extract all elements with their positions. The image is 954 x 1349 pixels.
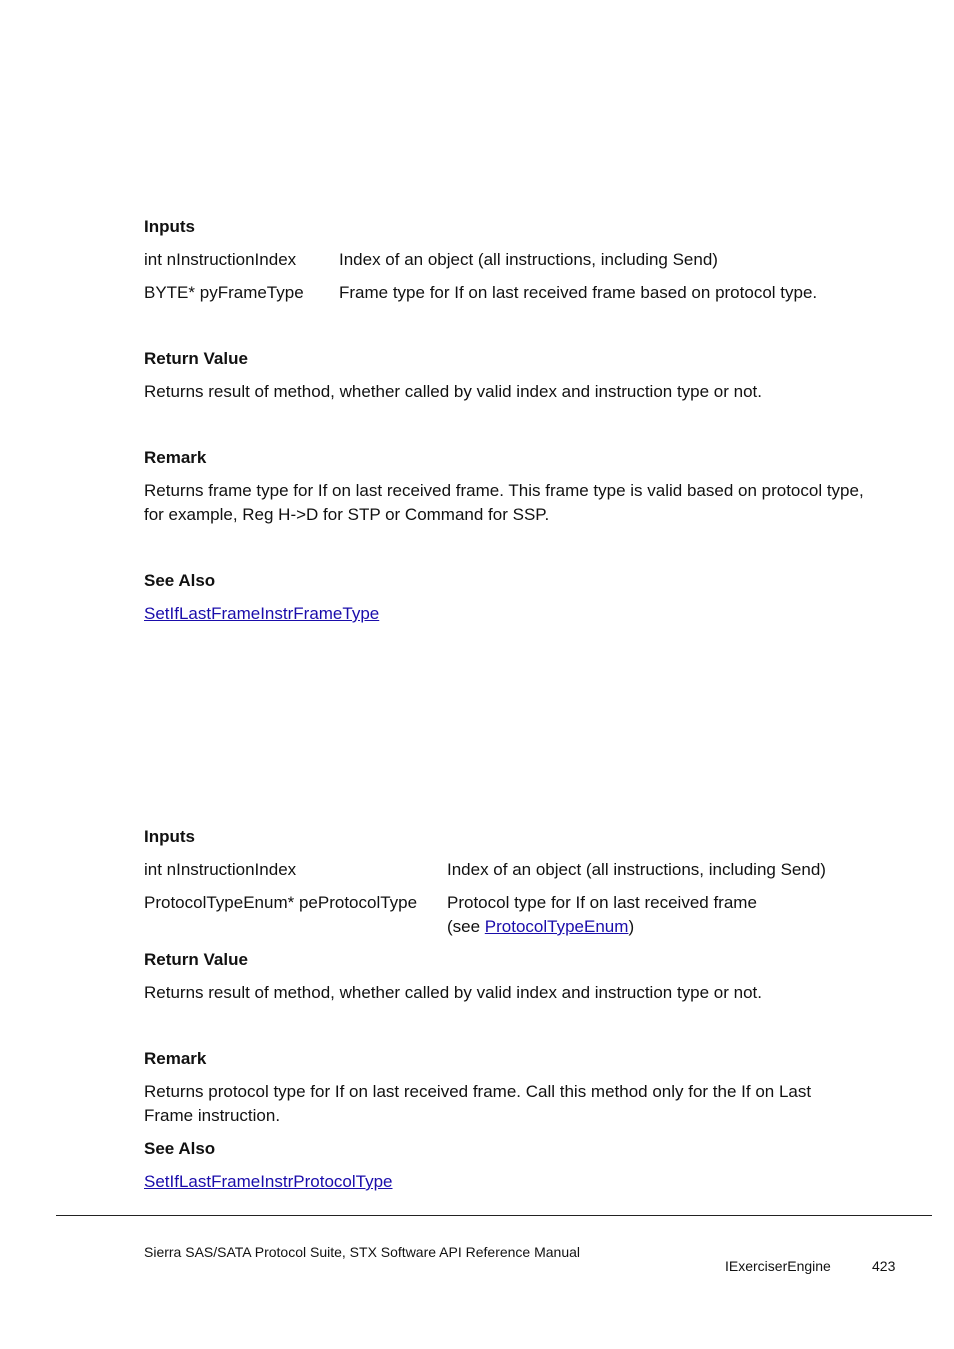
footer-section-name: IExerciserEngine [725, 1258, 831, 1274]
param-description-see [447, 915, 634, 939]
footer-page-number: 423 [872, 1258, 896, 1274]
remark-heading: Remark [144, 1049, 207, 1068]
param-description: Protocol type for If on last received frame [447, 893, 757, 912]
return-value-heading: Return Value [144, 349, 248, 368]
remark-text-line: Frame instruction. [144, 1106, 281, 1125]
footer-manual-title: Sierra SAS/SATA Protocol Suite, STX Software API Reference Manual [144, 1244, 581, 1260]
remark-text-line: for example, Reg H->D for STP or Command for SSP. [144, 505, 550, 524]
see-also-heading: See Also [144, 571, 216, 590]
return-value-heading: Return Value [144, 950, 248, 969]
see-suffix: ) [628, 917, 635, 936]
protocol-type-enum-link[interactable]: ProtocolTypeEnum [484, 917, 629, 936]
param-description: Index of an object (all instructions, including Send) [339, 250, 718, 269]
remark-heading: Remark [144, 448, 207, 467]
see-also-heading: See Also [144, 1139, 216, 1158]
param-name: int nInstructionIndex [144, 860, 297, 879]
param-name: int nInstructionIndex [144, 250, 297, 269]
see-prefix: (see [447, 917, 485, 936]
footer-divider [56, 1215, 932, 1216]
remark-text-line: Returns protocol type for If on last received frame. Call this method only for the If on Last [144, 1082, 812, 1101]
return-value-text: Returns result of method, whether called by valid index and instruction type or not. [144, 983, 763, 1002]
see-also-link[interactable]: SetIfLastFrameInstrProtocolType [144, 1172, 393, 1191]
remark-text-line: Returns frame type for If on last received frame. This frame type is valid based on protocol type, [144, 481, 864, 500]
inputs-heading: Inputs [144, 217, 195, 236]
param-name: BYTE* pyFrameType [144, 283, 304, 302]
see-also-link[interactable]: SetIfLastFrameInstrFrameType [144, 604, 380, 623]
param-name: ProtocolTypeEnum* peProtocolType [144, 893, 418, 912]
inputs-heading: Inputs [144, 827, 195, 846]
param-description: Frame type for If on last received frame based on protocol type. [339, 283, 818, 302]
return-value-text: Returns result of method, whether called by valid index and instruction type or not. [144, 382, 763, 401]
param-description: Index of an object (all instructions, including Send) [447, 860, 826, 879]
